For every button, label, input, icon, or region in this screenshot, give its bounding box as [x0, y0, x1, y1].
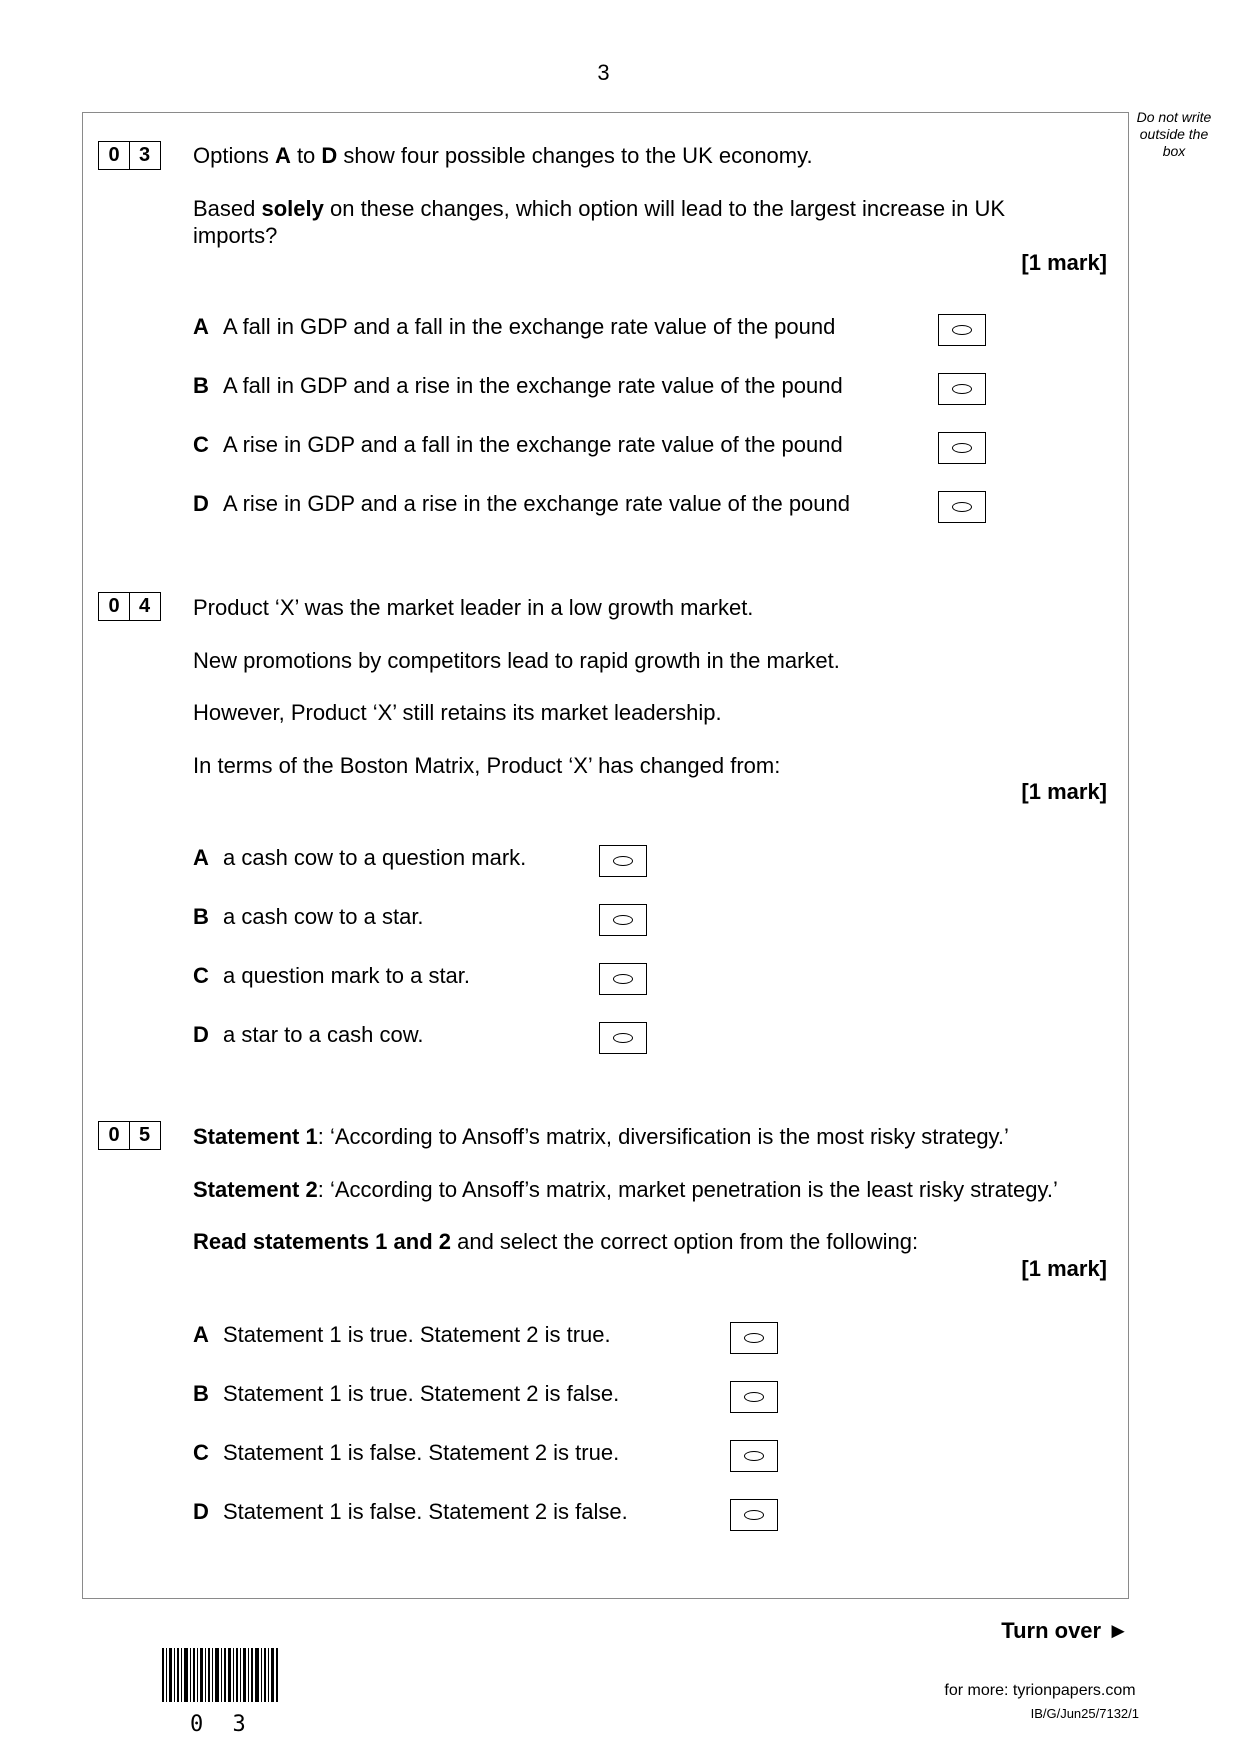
prompt-text: Based: [193, 196, 262, 221]
question-number-04: [98, 592, 161, 621]
instruction-text: and select the correct option from the following:: [450, 1229, 919, 1254]
option-letter: B: [193, 904, 209, 929]
stem-text: to: [290, 143, 322, 168]
oval-icon: [744, 1392, 764, 1402]
barcode-digits: 0 3: [190, 1712, 254, 1737]
question-05-instruction: [193, 1229, 918, 1255]
option-letter: A: [193, 1322, 209, 1347]
stem-text: show four possible changes to the UK economy.: [337, 143, 813, 168]
oval-icon: [744, 1333, 764, 1343]
prompt-bold: solely: [261, 196, 324, 221]
footer-link[interactable]: for more: tyrionpapers.com: [944, 1682, 1136, 1699]
statement-text: : ‘According to Ansoff’s matrix, market penetration is the least risky strategy.’: [317, 1177, 1058, 1202]
answer-bubble-b[interactable]: [599, 904, 647, 936]
option-letter: C: [193, 432, 209, 457]
answer-bubble-b[interactable]: [938, 373, 986, 405]
option-text: A rise in GDP and a fall in the exchange rate value of the pound: [223, 432, 843, 457]
answer-bubble-c[interactable]: [730, 1440, 778, 1472]
option-row: [193, 491, 850, 517]
option-row: [193, 904, 424, 930]
option-letter: B: [193, 373, 209, 398]
question-digit: 0: [98, 1121, 130, 1150]
option-text: Statement 1 is true. Statement 2 is true.: [223, 1322, 611, 1347]
question-digit: 0: [98, 592, 130, 621]
question-03-prompt-cont: imports?: [193, 223, 278, 248]
stem-bold: D: [321, 143, 338, 168]
question-number-05: [98, 1121, 161, 1150]
marks-label: [1 mark]: [1021, 1256, 1107, 1281]
oval-icon: [952, 443, 972, 453]
page-number: 3: [597, 60, 610, 85]
question-04-line: New promotions by competitors lead to rapid growth in the market.: [193, 648, 840, 673]
paper-code: IB/G/Jun25/7132/1: [1030, 1706, 1139, 1721]
stem-bold: A: [274, 143, 291, 168]
option-row: [193, 963, 470, 989]
option-letter: D: [193, 1499, 209, 1524]
answer-bubble-a[interactable]: [730, 1322, 778, 1354]
question-number-03: [98, 141, 161, 170]
option-letter: C: [193, 1440, 209, 1465]
answer-bubble-d[interactable]: [938, 491, 986, 523]
answer-bubble-c[interactable]: [599, 963, 647, 995]
question-04-line: However, Product ‘X’ still retains its market leadership.: [193, 700, 722, 725]
option-text: Statement 1 is false. Statement 2 is true.: [223, 1440, 620, 1465]
option-letter: A: [193, 845, 209, 870]
question-digit: 4: [129, 592, 161, 621]
statement-text: : ‘According to Ansoff’s matrix, diversification is the most risky strategy.’: [317, 1124, 1009, 1149]
instruction-bold: Read statements 1 and 2: [193, 1229, 451, 1254]
option-row: [193, 845, 526, 871]
option-letter: D: [193, 1022, 209, 1047]
option-row: [193, 1499, 628, 1525]
statement-label: Statement 2: [193, 1177, 318, 1202]
oval-icon: [613, 974, 633, 984]
option-text: A fall in GDP and a rise in the exchange rate value of the pound: [223, 373, 843, 398]
option-text: A fall in GDP and a fall in the exchange rate value of the pound: [223, 314, 836, 339]
statement-2: [193, 1177, 1058, 1203]
option-text: a question mark to a star.: [223, 963, 471, 988]
stem-text: Options: [193, 143, 275, 168]
oval-icon: [952, 325, 972, 335]
option-letter: C: [193, 963, 209, 988]
option-text: a cash cow to a star.: [223, 904, 424, 929]
question-digit: 0: [98, 141, 130, 170]
statement-label: Statement 1: [193, 1124, 318, 1149]
option-text: a cash cow to a question mark.: [223, 845, 527, 870]
answer-bubble-a[interactable]: [599, 845, 647, 877]
turn-over-label: Turn over ►: [1001, 1618, 1129, 1643]
question-04-line: Product ‘X’ was the market leader in a low growth market.: [193, 595, 754, 620]
question-03-prompt: [193, 196, 1005, 222]
marks-label: [1 mark]: [1021, 779, 1107, 804]
oval-icon: [952, 384, 972, 394]
oval-icon: [613, 856, 633, 866]
option-row: [193, 1381, 619, 1407]
option-letter: B: [193, 1381, 209, 1406]
answer-bubble-b[interactable]: [730, 1381, 778, 1413]
oval-icon: [613, 1033, 633, 1043]
oval-icon: [744, 1510, 764, 1520]
answer-bubble-c[interactable]: [938, 432, 986, 464]
oval-icon: [952, 502, 972, 512]
barcode-icon: [162, 1648, 278, 1702]
question-digit: 3: [129, 141, 161, 170]
answer-bubble-a[interactable]: [938, 314, 986, 346]
question-04-line: In terms of the Boston Matrix, Product ‘X’ has changed from:: [193, 753, 781, 778]
question-digit: 5: [129, 1121, 161, 1150]
answer-bubble-d[interactable]: [599, 1022, 647, 1054]
option-row: [193, 314, 835, 340]
statement-1: [193, 1124, 1009, 1150]
margin-note: Do not write outside the box: [1136, 109, 1212, 159]
oval-icon: [744, 1451, 764, 1461]
marks-label: [1 mark]: [1021, 250, 1107, 275]
option-text: Statement 1 is true. Statement 2 is false.: [223, 1381, 620, 1406]
option-row: [193, 1322, 611, 1348]
option-text: A rise in GDP and a rise in the exchange rate value of the pound: [223, 491, 850, 516]
option-text: a star to a cash cow.: [223, 1022, 424, 1047]
option-letter: A: [193, 314, 209, 339]
option-row: [193, 1022, 424, 1048]
prompt-text: on these changes, which option will lead to the largest increase in UK: [323, 196, 1006, 221]
oval-icon: [613, 915, 633, 925]
option-row: [193, 1440, 619, 1466]
option-letter: D: [193, 491, 209, 516]
option-text: Statement 1 is false. Statement 2 is false.: [223, 1499, 628, 1524]
option-row: [193, 373, 843, 399]
option-row: [193, 432, 843, 458]
question-03-stem: [193, 143, 813, 169]
answer-bubble-d[interactable]: [730, 1499, 778, 1531]
